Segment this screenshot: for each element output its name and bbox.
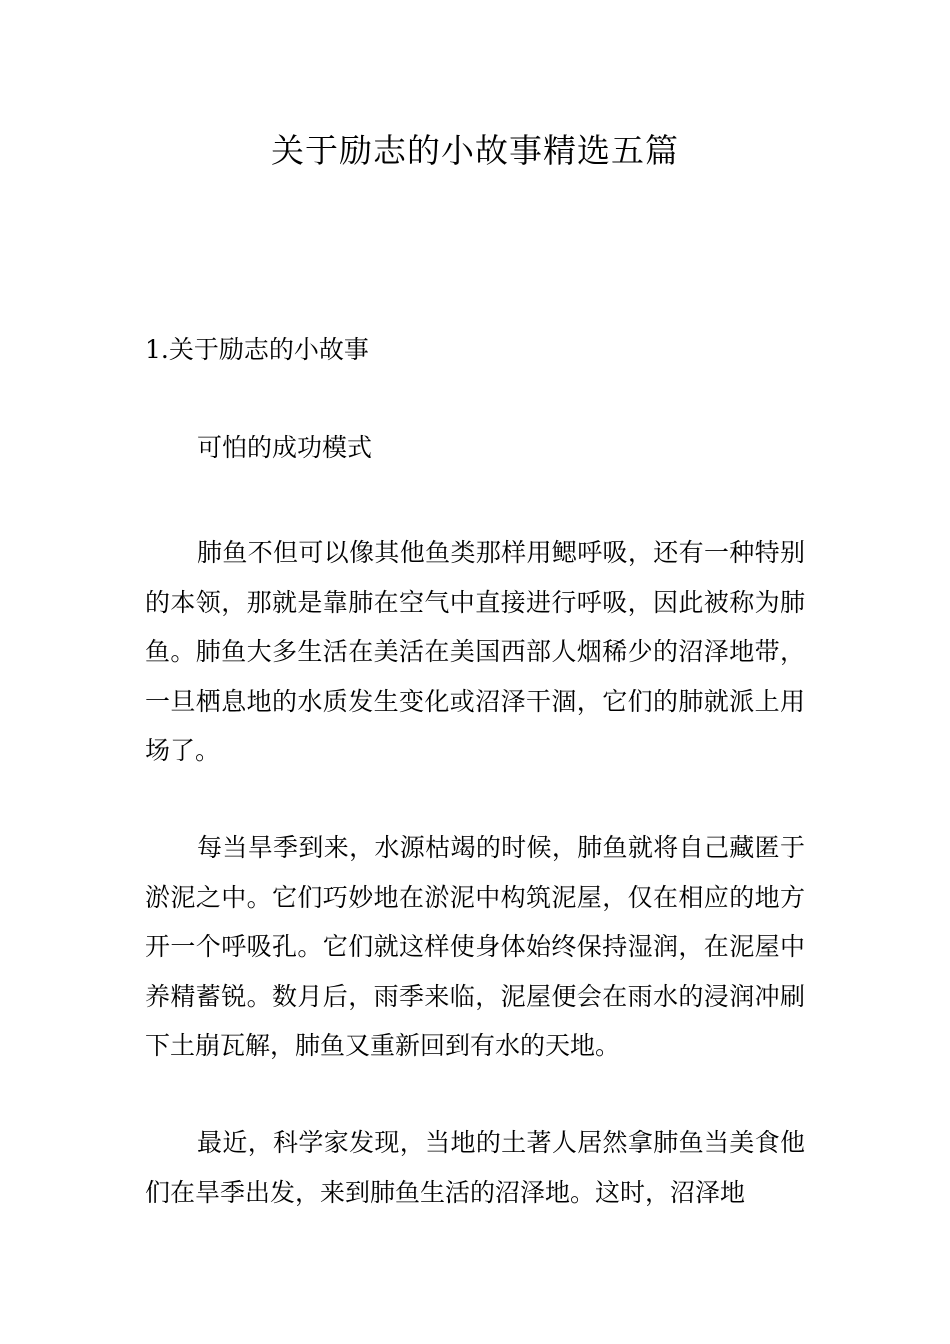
paragraph: 最近，科学家发现，当地的土著人居然拿肺鱼当美食他们在旱季出发，来到肺鱼生活的沼泽地。这时，沼泽地 — [145, 1128, 805, 1207]
paragraph: 肺鱼不但可以像其他鱼类那样用鳃呼吸，还有一种特别的本领，那就是靠肺在空气中直接进行呼吸，因此被称为肺鱼。肺鱼大多生活在美活在美国西部人烟稀少的沼泽地带，一旦栖息地的水质发生变化或沼泽干涸，它们的肺就派上用场了。 — [145, 538, 805, 765]
paragraph: 每当旱季到来，水源枯竭的时候，肺鱼就将自己藏匿于淤泥之中。它们巧妙地在淤泥中构筑泥屋，仅在相应的地方开一个呼吸孔。它们就这样使身体始终保持湿润，在泥屋中养精蓄锐。数月后，雨季来临，泥屋便会在雨水的浸润冲刷下土崩瓦解，肺鱼又重新回到有水的天地。 — [145, 833, 805, 1060]
section-heading: 1.关于励志的小故事 — [145, 335, 369, 364]
document-title: 关于励志的小故事精选五篇 — [271, 131, 679, 170]
story-title: 可怕的成功模式 — [197, 433, 373, 462]
